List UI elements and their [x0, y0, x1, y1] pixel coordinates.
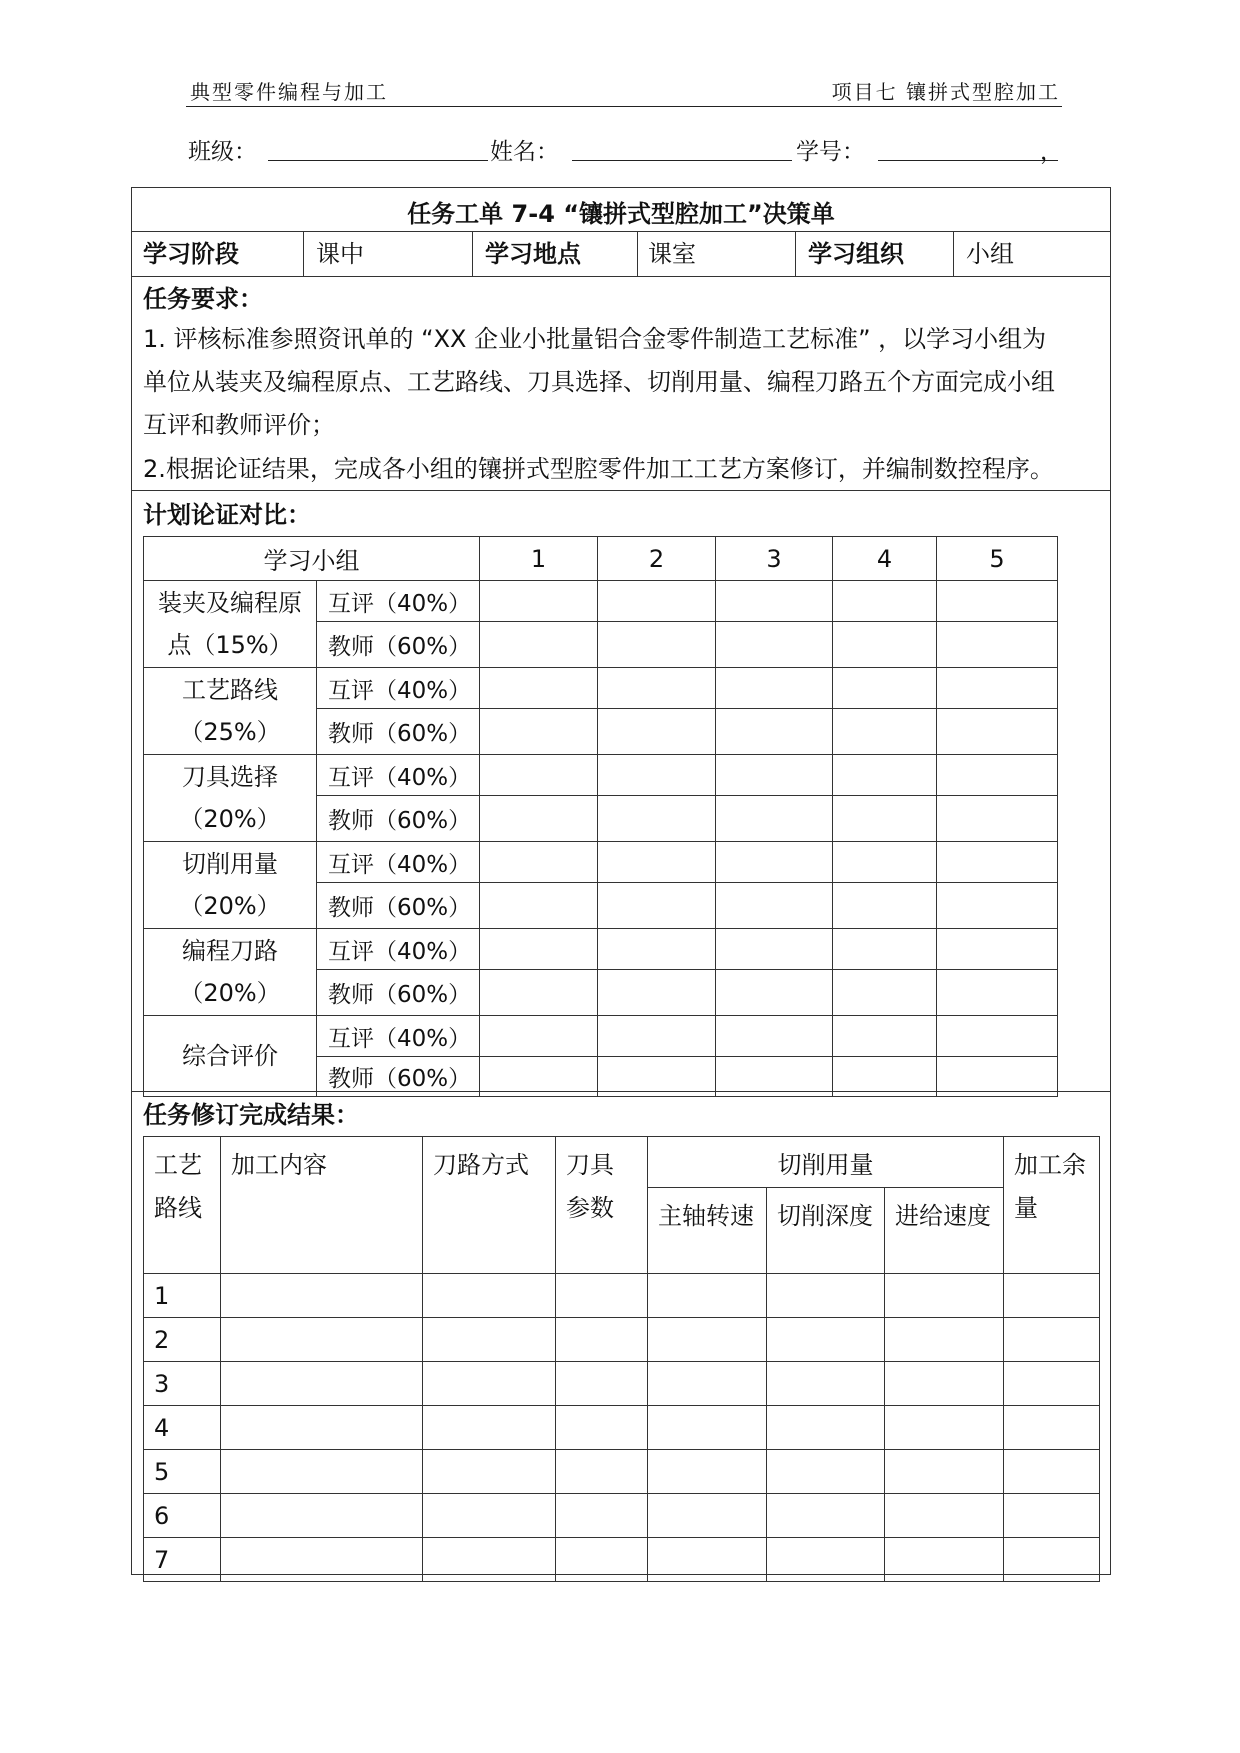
score-cell[interactable] [833, 755, 937, 796]
entry-cell[interactable] [556, 1494, 648, 1538]
col-cutting: 切削用量 [648, 1137, 1004, 1188]
table-row [144, 1450, 1100, 1494]
requirements-heading: 任务要求： [143, 285, 263, 313]
criterion-cell [144, 929, 317, 1016]
table-row [144, 1274, 1100, 1318]
class-label: 班级： [188, 139, 257, 165]
criterion-weight: （20%） [179, 892, 281, 920]
row-number: 2 [144, 1318, 221, 1362]
table-header-row [144, 1137, 1100, 1188]
entry-cell[interactable] [556, 1274, 648, 1318]
score-cell[interactable] [480, 622, 598, 668]
entry-cell[interactable] [767, 1274, 885, 1318]
teacher-eval-label: 教师（60%） [317, 709, 480, 755]
org-label: 学习组织 [808, 240, 904, 268]
col-content: 加工内容 [221, 1137, 423, 1274]
entry-cell[interactable] [423, 1362, 556, 1406]
criterion-name: 刀具选择 [182, 763, 278, 791]
student-info-line [188, 133, 1068, 163]
group-number: 3 [716, 537, 833, 581]
requirement-line: 单位从装夹及编程原点、工艺路线、刀具选择、切削用量、编程刀路五个方面完成小组 [143, 368, 1055, 396]
score-cell[interactable] [833, 709, 937, 755]
col-spindle: 主轴转速 [648, 1188, 767, 1274]
peer-eval-label: 互评（40%） [317, 842, 480, 883]
score-cell[interactable] [937, 1016, 1058, 1057]
criterion-cell [144, 668, 317, 755]
divider [131, 1091, 1111, 1092]
criterion-cell [144, 755, 317, 842]
entry-cell[interactable] [885, 1450, 1004, 1494]
class-blank[interactable] [268, 160, 488, 161]
requirement-line: 2.根据论证结果，完成各小组的镶拼式型腔零件加工工艺方案修订，并编制数控程序。 [143, 455, 1054, 483]
entry-cell[interactable] [221, 1406, 423, 1450]
entry-cell[interactable] [1004, 1494, 1100, 1538]
score-cell[interactable] [598, 709, 716, 755]
row-number: 7 [144, 1538, 221, 1582]
table-header-row [144, 537, 1058, 581]
col-feed: 进给速度 [885, 1188, 1004, 1274]
score-cell[interactable] [937, 622, 1058, 668]
entry-cell[interactable] [767, 1494, 885, 1538]
row-number: 6 [144, 1494, 221, 1538]
score-cell[interactable] [598, 755, 716, 796]
entry-cell[interactable] [1004, 1318, 1100, 1362]
requirement-line: 1. 评核标准参照资讯单的 “XX 企业小批量铝合金零件制造工艺标准” ，以学习小组为 [143, 325, 1047, 353]
entry-cell[interactable] [423, 1406, 556, 1450]
criterion-name: 切削用量 [182, 850, 278, 878]
row-number: 5 [144, 1450, 221, 1494]
revision-table [143, 1136, 1099, 1575]
id-label: 学号： [796, 139, 865, 165]
table-row [144, 1494, 1100, 1538]
entry-cell[interactable] [885, 1318, 1004, 1362]
entry-cell[interactable] [1004, 1362, 1100, 1406]
entry-cell[interactable] [1004, 1274, 1100, 1318]
score-cell[interactable] [833, 668, 937, 709]
score-cell[interactable] [480, 842, 598, 883]
score-cell[interactable] [598, 1016, 716, 1057]
divider [795, 231, 796, 276]
criterion-cell [144, 581, 317, 668]
criterion-name: 综合评价 [182, 1042, 278, 1070]
divider [131, 231, 1111, 232]
entry-cell[interactable] [767, 1406, 885, 1450]
peer-eval-label: 互评（40%） [317, 668, 480, 709]
peer-eval-label: 互评（40%） [317, 1016, 480, 1057]
entry-cell[interactable] [1004, 1538, 1100, 1582]
score-cell[interactable] [716, 883, 833, 929]
score-cell[interactable] [716, 581, 833, 622]
score-cell[interactable] [833, 970, 937, 1016]
entry-cell[interactable] [885, 1274, 1004, 1318]
col-tool: 刀具参数 [556, 1137, 648, 1274]
work-order-title: 任务工单 7-4 “镶拼式型腔加工”决策单 [407, 200, 835, 228]
group-number: 1 [480, 537, 598, 581]
score-cell[interactable] [937, 755, 1058, 796]
entry-cell[interactable] [648, 1538, 767, 1582]
table-row [144, 1016, 1058, 1057]
entry-cell[interactable] [556, 1406, 648, 1450]
comparison-table [143, 536, 1057, 1091]
entry-cell[interactable] [648, 1274, 767, 1318]
criterion-cell [144, 1016, 317, 1097]
score-cell[interactable] [833, 883, 937, 929]
peer-eval-label: 互评（40%） [317, 755, 480, 796]
divider [131, 276, 1111, 277]
score-cell[interactable] [598, 883, 716, 929]
header-divider [186, 106, 1062, 107]
entry-cell[interactable] [1004, 1450, 1100, 1494]
score-cell[interactable] [833, 796, 937, 842]
score-cell[interactable] [716, 668, 833, 709]
entry-cell[interactable] [885, 1406, 1004, 1450]
entry-cell[interactable] [221, 1318, 423, 1362]
entry-cell[interactable] [648, 1362, 767, 1406]
score-cell[interactable] [480, 1016, 598, 1057]
entry-cell[interactable] [221, 1538, 423, 1582]
place-value: 课室 [648, 240, 696, 268]
entry-cell[interactable] [885, 1494, 1004, 1538]
entry-cell[interactable] [648, 1318, 767, 1362]
score-cell[interactable] [716, 1016, 833, 1057]
score-cell[interactable] [480, 709, 598, 755]
score-cell[interactable] [480, 970, 598, 1016]
score-cell[interactable] [480, 755, 598, 796]
stage-value: 课中 [316, 240, 364, 268]
entry-cell[interactable] [423, 1274, 556, 1318]
score-cell[interactable] [716, 842, 833, 883]
score-cell[interactable] [937, 842, 1058, 883]
requirement-line: 互评和教师评价； [143, 411, 335, 439]
col-depth: 切削深度 [767, 1188, 885, 1274]
col-allowance: 加工余量 [1004, 1137, 1100, 1274]
criterion-weight: 点（15%） [167, 631, 293, 659]
entry-cell[interactable] [423, 1538, 556, 1582]
criterion-name: 装夹及编程原 [158, 589, 302, 617]
row-number: 1 [144, 1274, 221, 1318]
score-cell[interactable] [937, 709, 1058, 755]
score-cell[interactable] [598, 581, 716, 622]
score-cell[interactable] [937, 929, 1058, 970]
entry-cell[interactable] [648, 1450, 767, 1494]
entry-cell[interactable] [556, 1318, 648, 1362]
stage-label: 学习阶段 [143, 240, 239, 268]
score-cell[interactable] [598, 842, 716, 883]
score-cell[interactable] [480, 929, 598, 970]
score-cell[interactable] [937, 970, 1058, 1016]
divider [472, 231, 473, 276]
score-cell[interactable] [716, 970, 833, 1016]
entry-cell[interactable] [767, 1362, 885, 1406]
score-cell[interactable] [480, 668, 598, 709]
score-cell[interactable] [937, 796, 1058, 842]
score-cell[interactable] [598, 929, 716, 970]
entry-cell[interactable] [885, 1538, 1004, 1582]
group-number: 5 [937, 537, 1058, 581]
table-row [144, 1538, 1100, 1582]
row-number: 3 [144, 1362, 221, 1406]
page-header-left: 典型零件编程与加工 [190, 80, 388, 104]
criterion-cell [144, 842, 317, 929]
peer-eval-label: 互评（40%） [317, 929, 480, 970]
entry-cell[interactable] [423, 1494, 556, 1538]
criterion-weight: （20%） [179, 805, 281, 833]
entry-cell[interactable] [1004, 1406, 1100, 1450]
score-cell[interactable] [598, 668, 716, 709]
divider [131, 490, 1111, 491]
criterion-weight: （25%） [179, 718, 281, 746]
row-number: 4 [144, 1406, 221, 1450]
group-number: 4 [833, 537, 937, 581]
place-label: 学习地点 [485, 240, 581, 268]
score-cell[interactable] [833, 1016, 937, 1057]
divider [303, 231, 304, 276]
name-label: 姓名： [490, 139, 559, 165]
col-route: 工艺路线 [144, 1137, 221, 1274]
table-row [144, 1362, 1100, 1406]
entry-cell[interactable] [221, 1362, 423, 1406]
score-cell[interactable] [716, 796, 833, 842]
entry-cell[interactable] [648, 1406, 767, 1450]
entry-cell[interactable] [221, 1494, 423, 1538]
entry-cell[interactable] [767, 1450, 885, 1494]
group-number: 2 [598, 537, 716, 581]
score-cell[interactable] [937, 668, 1058, 709]
comparison-heading: 计划论证对比： [143, 501, 311, 529]
score-cell[interactable] [833, 581, 937, 622]
table-row [144, 842, 1058, 883]
table-row [144, 755, 1058, 796]
teacher-eval-label: 教师（60%） [317, 796, 480, 842]
entry-cell[interactable] [221, 1450, 423, 1494]
teacher-eval-label: 教师（60%） [317, 970, 480, 1016]
table-row [144, 929, 1058, 970]
page-header-right: 项目七 镶拼式型腔加工 [831, 80, 1060, 104]
name-blank[interactable] [572, 160, 792, 161]
teacher-eval-label: 教师（60%） [317, 883, 480, 929]
entry-cell[interactable] [556, 1450, 648, 1494]
entry-cell[interactable] [423, 1450, 556, 1494]
id-blank[interactable] [878, 160, 1058, 161]
criterion-name: 编程刀路 [182, 937, 278, 965]
entry-cell[interactable] [648, 1494, 767, 1538]
entry-cell[interactable] [767, 1318, 885, 1362]
score-cell[interactable] [598, 622, 716, 668]
criterion-weight: （20%） [179, 979, 281, 1007]
score-cell[interactable] [598, 970, 716, 1016]
col-path: 刀路方式 [423, 1137, 556, 1274]
score-cell[interactable] [833, 929, 937, 970]
divider [953, 231, 954, 276]
score-cell[interactable] [833, 842, 937, 883]
table-row [144, 1318, 1100, 1362]
table-row [144, 1406, 1100, 1450]
score-cell[interactable] [937, 883, 1058, 929]
table-row [144, 668, 1058, 709]
divider [637, 231, 638, 276]
score-cell[interactable] [480, 581, 598, 622]
table-row [144, 581, 1058, 622]
score-cell[interactable] [716, 755, 833, 796]
score-cell[interactable] [716, 622, 833, 668]
score-cell[interactable] [937, 581, 1058, 622]
teacher-eval-label: 教师（60%） [317, 1057, 480, 1097]
score-cell[interactable] [716, 709, 833, 755]
score-cell[interactable] [480, 883, 598, 929]
org-value: 小组 [966, 240, 1014, 268]
criterion-name: 工艺路线 [182, 676, 278, 704]
group-header: 学习小组 [144, 537, 480, 581]
entry-cell[interactable] [423, 1318, 556, 1362]
score-cell[interactable] [598, 796, 716, 842]
trailing-comma: ， [1040, 139, 1063, 165]
entry-cell[interactable] [767, 1538, 885, 1582]
entry-cell[interactable] [556, 1538, 648, 1582]
score-cell[interactable] [480, 796, 598, 842]
entry-cell[interactable] [885, 1362, 1004, 1406]
peer-eval-label: 互评（40%） [317, 581, 480, 622]
entry-cell[interactable] [221, 1274, 423, 1318]
revision-heading: 任务修订完成结果： [143, 1101, 359, 1129]
score-cell[interactable] [716, 929, 833, 970]
entry-cell[interactable] [556, 1362, 648, 1406]
teacher-eval-label: 教师（60%） [317, 622, 480, 668]
score-cell[interactable] [833, 622, 937, 668]
